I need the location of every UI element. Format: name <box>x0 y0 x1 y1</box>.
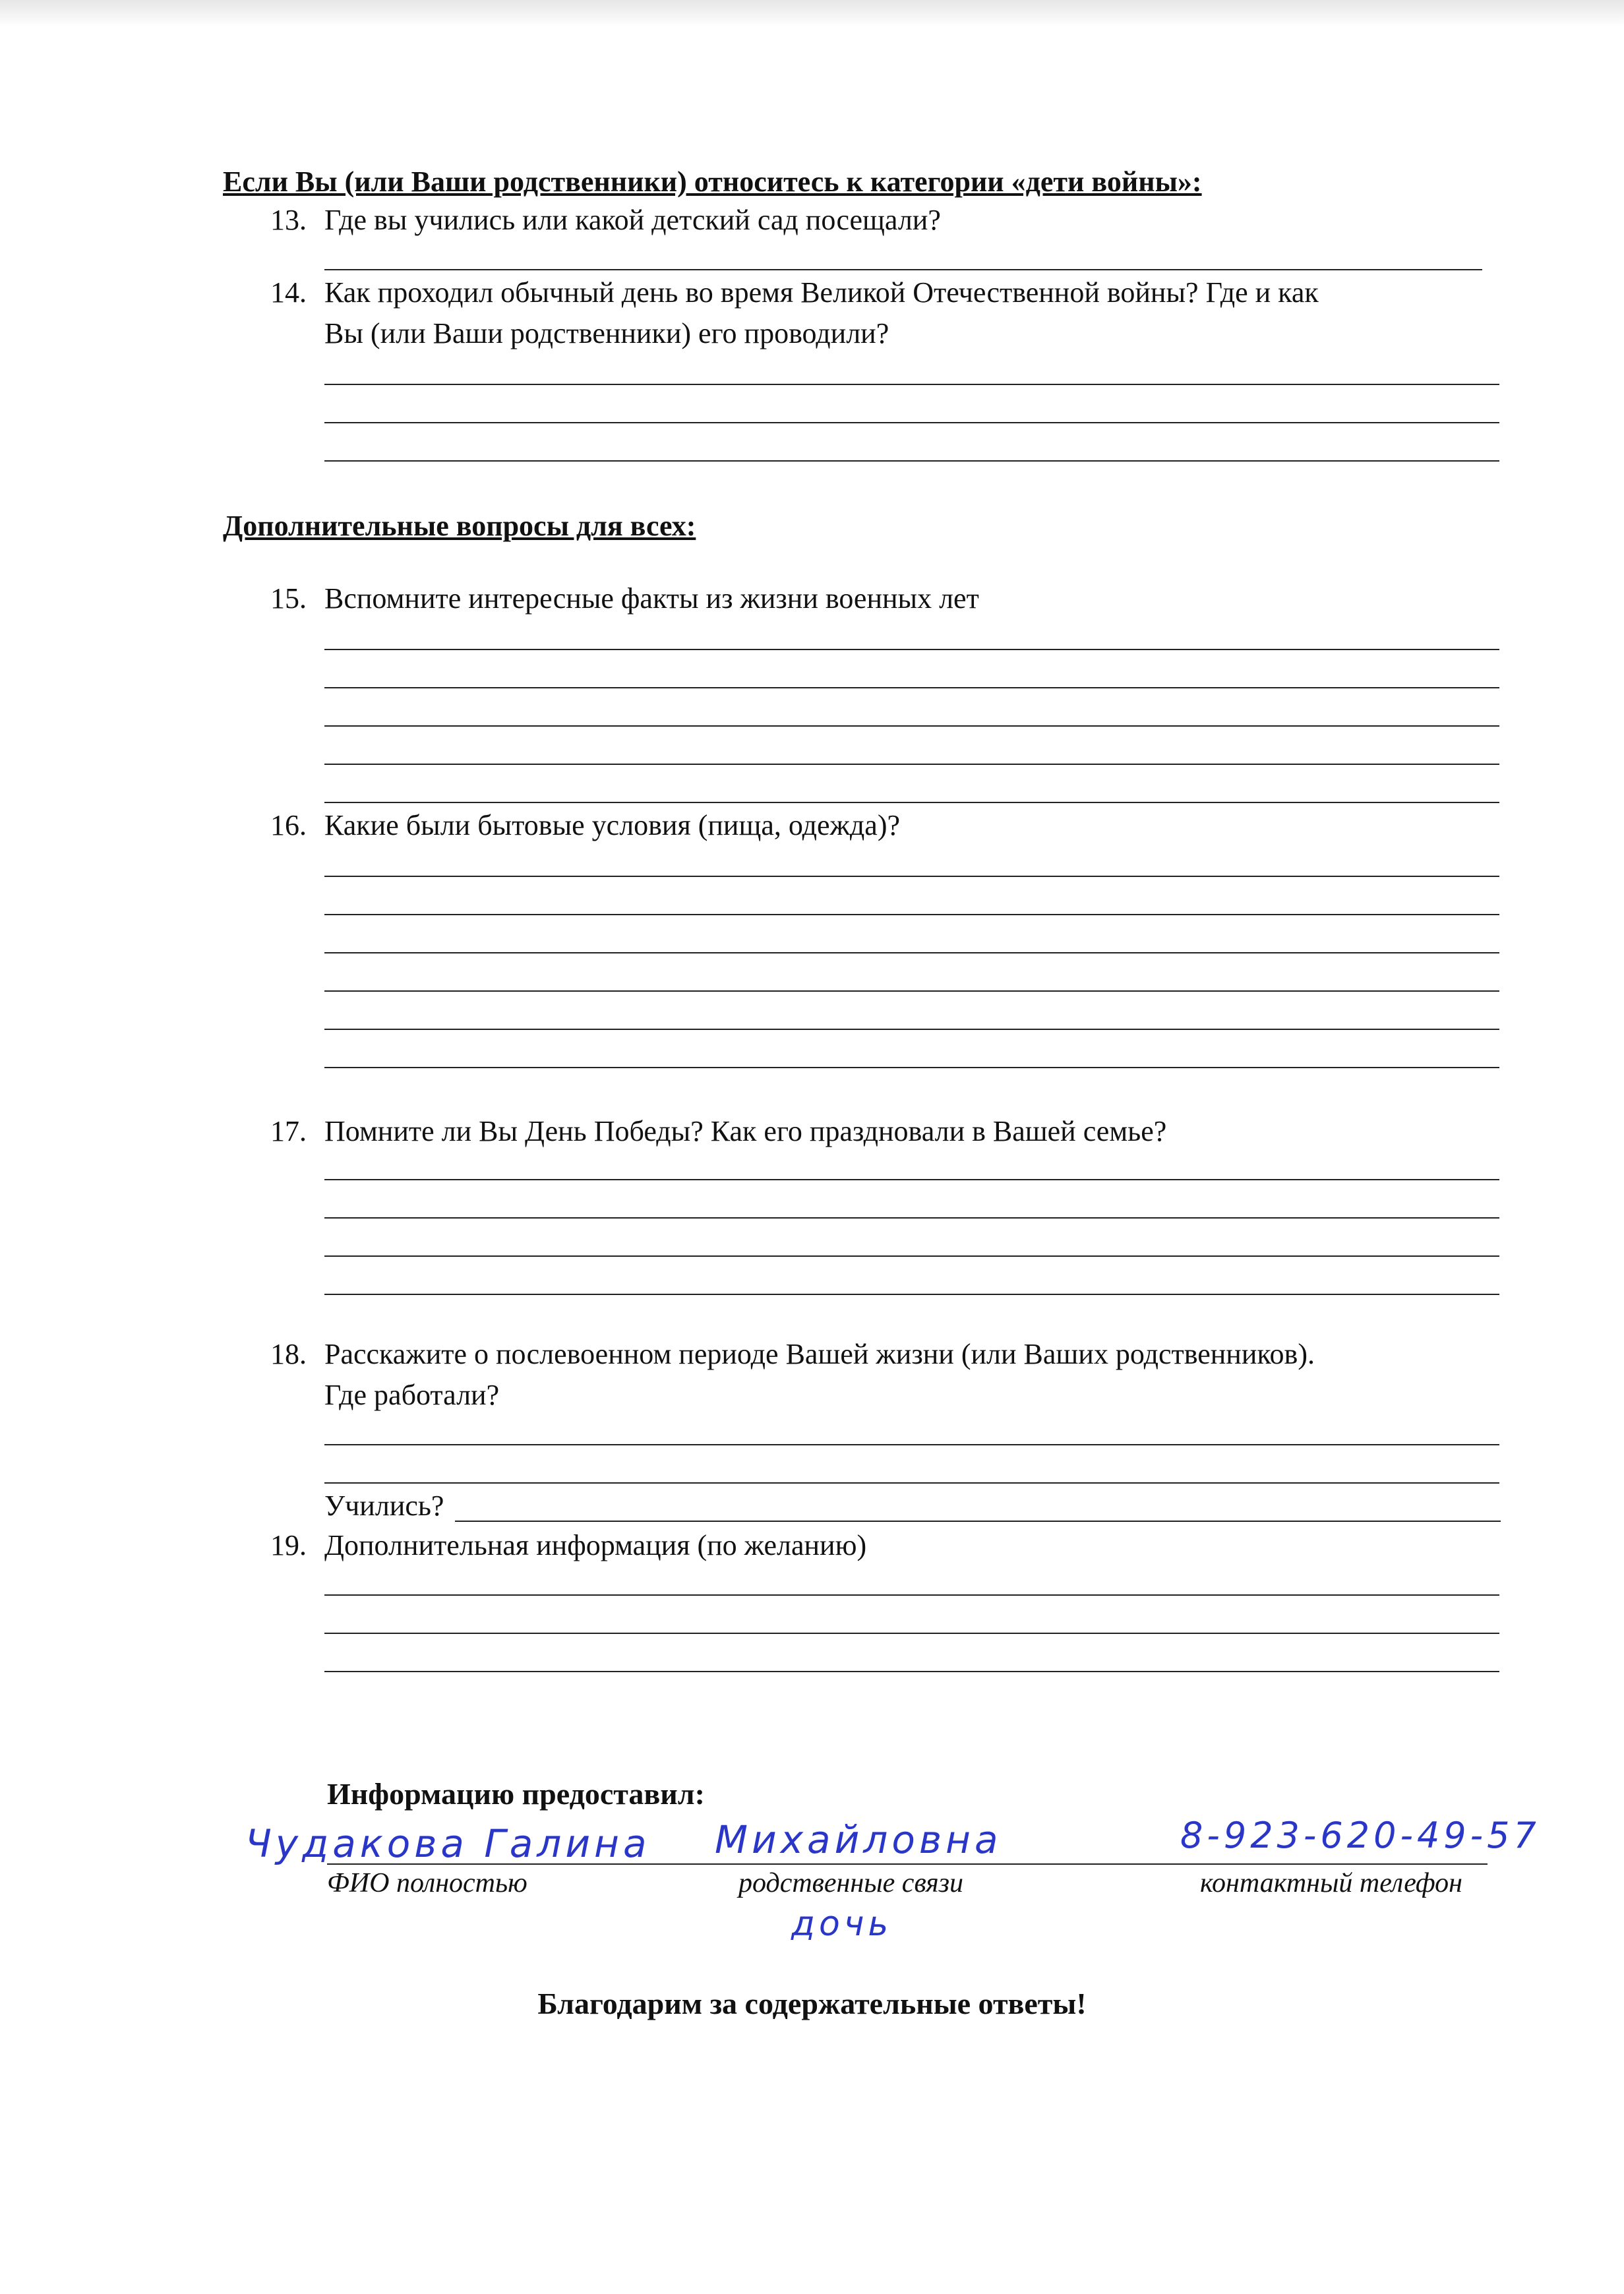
info-provided-label: Информацию предоставил: <box>327 1777 705 1811</box>
question-number: 15. <box>270 582 307 615</box>
question-number: 14. <box>270 276 307 309</box>
answer-line[interactable] <box>324 1029 1499 1030</box>
answer-line[interactable] <box>324 1217 1499 1219</box>
question-text: Где вы учились или какой детский сад посещали? <box>324 204 941 236</box>
question-number: 19. <box>270 1529 307 1561</box>
answer-line[interactable] <box>324 1444 1499 1445</box>
question-number: 17. <box>270 1115 307 1147</box>
answer-line[interactable] <box>324 687 1499 688</box>
section-heading-additional: Дополнительные вопросы для всех: <box>223 510 696 542</box>
answer-line[interactable] <box>324 990 1499 992</box>
answer-line[interactable] <box>324 422 1499 423</box>
caption-phone: контактный телефон <box>1200 1868 1462 1898</box>
answer-line[interactable] <box>324 725 1499 727</box>
answer-line[interactable] <box>324 1633 1499 1634</box>
answer-line[interactable] <box>324 269 1482 270</box>
handwritten-relation: дочь <box>791 1904 893 1944</box>
handwritten-name: Чудакова Галина <box>245 1821 651 1866</box>
question-text-line2: Где работали? <box>324 1379 500 1411</box>
answer-line[interactable] <box>324 914 1499 915</box>
question-text: Дополнительная информация (по желанию) <box>324 1529 867 1561</box>
answer-line-studied[interactable] <box>455 1521 1501 1522</box>
answer-line[interactable] <box>324 1482 1499 1484</box>
answer-line[interactable] <box>324 802 1499 803</box>
answer-line[interactable] <box>324 1179 1499 1180</box>
thanks-message: Благодарим за содержательные ответы! <box>537 1987 1087 2020</box>
question-text-line1: Расскажите о послевоенном периоде Вашей жизни (или Ваших родственников). <box>324 1338 1315 1370</box>
answer-line[interactable] <box>324 1067 1499 1068</box>
caption-full-name: ФИО полностью <box>327 1868 527 1898</box>
section-heading-children-of-war: Если Вы (или Ваши родственники) относитесь к категории «дети войны»: <box>223 166 1202 198</box>
caption-relation: родственные связи <box>738 1868 964 1898</box>
question-text: Помните ли Вы День Победы? Как его праздновали в Вашей семье? <box>324 1115 1167 1147</box>
handwritten-patronymic: Михайловна <box>715 1817 1002 1862</box>
question-number: 16. <box>270 809 307 841</box>
question-text-line1: Как проходил обычный день во время Великой Отечественной войны? Где и как <box>324 276 1319 309</box>
answer-line[interactable] <box>324 384 1499 385</box>
question-text: Вспомните интересные факты из жизни военных лет <box>324 582 979 615</box>
question-text: Какие были бытовые условия (пища, одежда)? <box>324 809 901 841</box>
handwritten-phone: 8-923-620-49-57 <box>1180 1815 1540 1856</box>
answer-line[interactable] <box>324 1255 1499 1257</box>
answer-line[interactable] <box>324 1594 1499 1596</box>
question-text-studied: Учились? <box>324 1490 444 1522</box>
question-number: 13. <box>270 204 307 236</box>
question-number: 18. <box>270 1338 307 1370</box>
signature-line[interactable] <box>327 1863 1488 1865</box>
answer-line[interactable] <box>324 952 1499 953</box>
answer-line[interactable] <box>324 876 1499 877</box>
answer-line[interactable] <box>324 1671 1499 1672</box>
scan-edge-shadow <box>0 0 1624 26</box>
answer-line[interactable] <box>324 1294 1499 1295</box>
answer-line[interactable] <box>324 764 1499 765</box>
question-text-line2: Вы (или Ваши родственники) его проводили? <box>324 317 889 349</box>
answer-line[interactable] <box>324 649 1499 650</box>
answer-line[interactable] <box>324 460 1499 462</box>
